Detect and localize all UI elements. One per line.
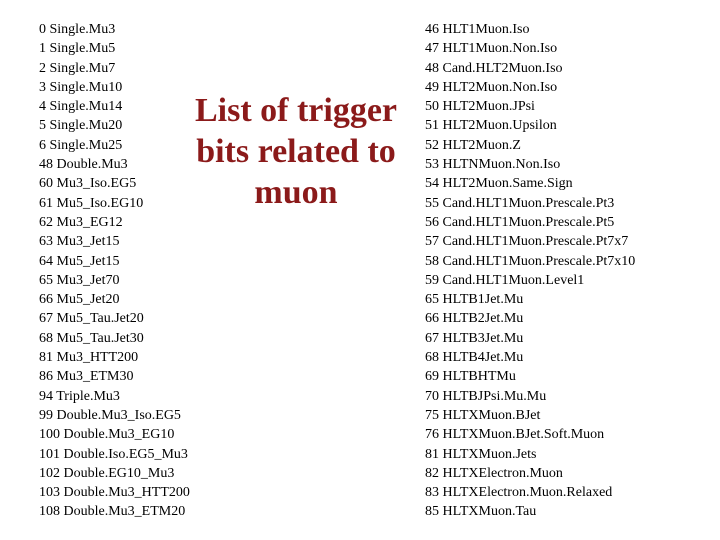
right-trigger-list xyxy=(425,20,635,522)
trigger-bit-item: 76 HLTXMuon.BJet.Soft.Muon xyxy=(425,427,605,443)
trigger-bit-item: 49 HLT2Muon.Non.Iso xyxy=(425,79,558,95)
trigger-bit-item: 46 HLT1Muon.Iso xyxy=(425,22,530,37)
trigger-bit-item: 64 Mu5_Jet15 xyxy=(39,253,120,269)
trigger-bit-item: 55 Cand.HLT1Muon.Prescale.Pt3 xyxy=(425,195,615,211)
trigger-bit-item: 65 Mu3_Jet70 xyxy=(39,272,120,288)
trigger-bit-item: 82 HLTXElectron.Muon xyxy=(425,465,563,481)
trigger-bit-item: 59 Cand.HLT1Muon.Level1 xyxy=(425,272,585,288)
trigger-bit-item: 58 Cand.HLT1Muon.Prescale.Pt7x10 xyxy=(425,253,636,269)
trigger-bit-item: 70 HLTBJPsi.Mu.Mu xyxy=(425,388,547,404)
trigger-bit-item: 66 HLTB2Jet.Mu xyxy=(425,311,524,327)
trigger-bit-item: 2 Single.Mu7 xyxy=(39,60,116,76)
trigger-bit-item: 85 HLTXMuon.Tau xyxy=(425,504,537,520)
trigger-bit-item: 60 Mu3_Iso.EG5 xyxy=(39,176,137,192)
trigger-bit-item: 102 Double.EG10_Mu3 xyxy=(39,465,175,481)
trigger-bit-item: 100 Double.Mu3_EG10 xyxy=(39,427,175,443)
trigger-bit-item: 0 Single.Mu3 xyxy=(39,22,116,37)
trigger-bit-item: 54 HLT2Muon.Same.Sign xyxy=(425,176,573,192)
slide-title: List of trigger bits related to muon xyxy=(194,92,398,211)
trigger-bit-item: 56 Cand.HLT1Muon.Prescale.Pt5 xyxy=(425,214,615,230)
trigger-bit-item: 63 Mu3_Jet15 xyxy=(39,234,120,250)
trigger-bit-item: 81 HLTXMuon.Jets xyxy=(425,446,537,462)
trigger-bit-item: 68 Mu5_Tau.Jet30 xyxy=(39,330,144,346)
trigger-bit-item: 69 HLTBHTMu xyxy=(425,369,516,385)
trigger-bit-item: 61 Mu5_Iso.EG10 xyxy=(39,195,144,211)
trigger-bit-item: 48 Cand.HLT2Muon.Iso xyxy=(425,60,563,76)
trigger-bit-item: 5 Single.Mu20 xyxy=(39,118,123,134)
trigger-bit-item: 67 HLTB3Jet.Mu xyxy=(425,330,524,346)
trigger-bit-item: 81 Mu3_HTT200 xyxy=(39,350,139,366)
trigger-bit-item: 6 Single.Mu25 xyxy=(39,137,123,153)
trigger-bit-item: 94 Triple.Mu3 xyxy=(39,388,120,404)
trigger-bit-item: 66 Mu5_Jet20 xyxy=(39,292,120,308)
left-trigger-list xyxy=(39,20,190,522)
trigger-bit-item: 101 Double.Iso.EG5_Mu3 xyxy=(39,446,188,462)
trigger-bit-item: 99 Double.Mu3_Iso.EG5 xyxy=(39,407,181,423)
trigger-bit-item: 4 Single.Mu14 xyxy=(39,99,123,115)
trigger-bit-item: 50 HLT2Muon.JPsi xyxy=(425,99,535,115)
trigger-bit-item: 67 Mu5_Tau.Jet20 xyxy=(39,311,144,327)
trigger-bit-item: 86 Mu3_ETM30 xyxy=(39,369,134,385)
trigger-bit-item: 68 HLTB4Jet.Mu xyxy=(425,350,524,366)
trigger-bit-item: 83 HLTXElectron.Muon.Relaxed xyxy=(425,485,613,501)
trigger-bit-item: 53 HLTNMuon.Non.Iso xyxy=(425,157,561,173)
trigger-bit-item: 47 HLT1Muon.Non.Iso xyxy=(425,41,558,57)
trigger-bit-item: 103 Double.Mu3_HTT200 xyxy=(39,485,190,501)
trigger-bit-item: 3 Single.Mu10 xyxy=(39,79,123,95)
trigger-bit-item: 57 Cand.HLT1Muon.Prescale.Pt7x7 xyxy=(425,234,629,250)
trigger-bit-item: 62 Mu3_EG12 xyxy=(39,214,123,230)
trigger-bit-item: 108 Double.Mu3_ETM20 xyxy=(39,504,186,520)
trigger-bit-item: 51 HLT2Muon.Upsilon xyxy=(425,118,557,134)
trigger-bit-item: 65 HLTB1Jet.Mu xyxy=(425,292,524,308)
trigger-bit-item: 52 HLT2Muon.Z xyxy=(425,137,521,153)
trigger-bit-item: 48 Double.Mu3 xyxy=(39,157,128,173)
trigger-bit-item: 1 Single.Mu5 xyxy=(39,41,116,57)
trigger-bit-item: 75 HLTXMuon.BJet xyxy=(425,407,541,423)
